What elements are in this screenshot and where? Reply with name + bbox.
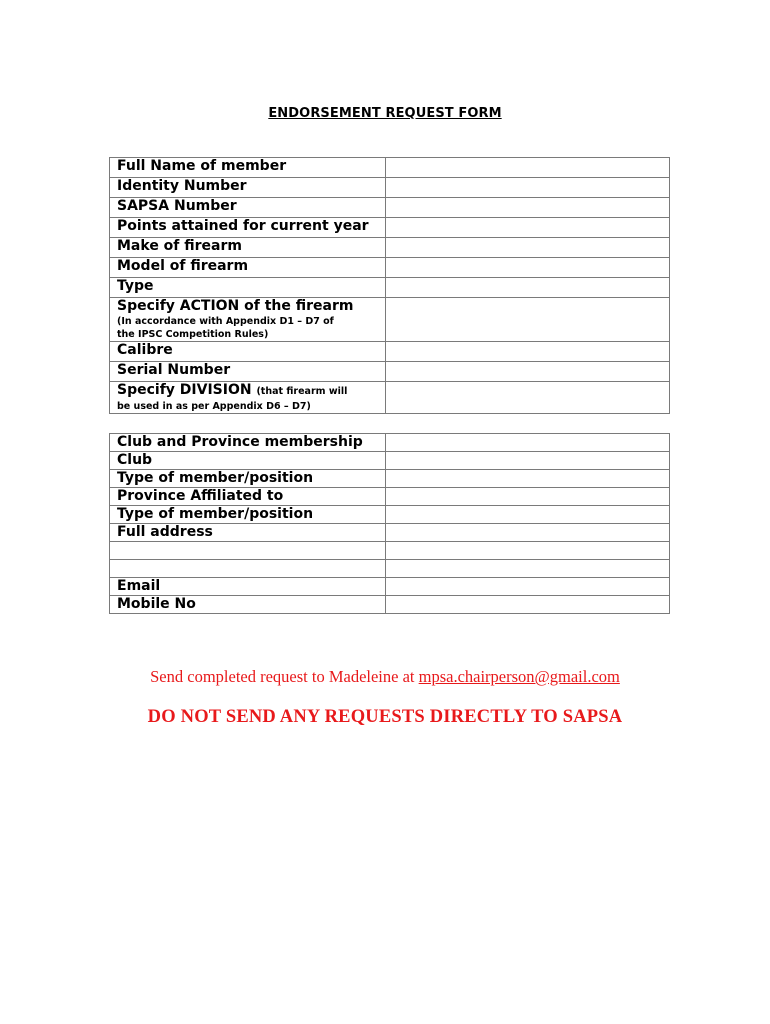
row-label: Identity Number (110, 178, 386, 198)
table-row (110, 470, 670, 488)
table-row (110, 596, 670, 614)
club-member-type-field[interactable] (386, 470, 670, 488)
address-line-1-field[interactable] (386, 524, 670, 542)
send-instruction (0, 667, 770, 687)
email-link[interactable]: mpsa.chairperson@gmail.com (418, 667, 620, 686)
mobile-field[interactable] (386, 596, 670, 614)
row-label: Province Affiliated to (110, 488, 386, 506)
table-row (110, 238, 670, 258)
club-field[interactable] (386, 452, 670, 470)
row-label: Type of member/position (110, 506, 386, 524)
email-field[interactable] (386, 578, 670, 596)
firearm-action-field[interactable] (386, 298, 670, 342)
form-title: ENDORSEMENT REQUEST FORM (268, 106, 502, 121)
table-row (110, 382, 670, 414)
row-label: Type (110, 278, 386, 298)
row-label: Type of member/position (110, 470, 386, 488)
table-row (110, 560, 670, 578)
row-label: Email (110, 578, 386, 596)
table-row (110, 542, 670, 560)
row-label: Points attained for current year (110, 218, 386, 238)
membership-field[interactable] (386, 434, 670, 452)
division-label-cell (110, 382, 386, 414)
firearm-model-field[interactable] (386, 258, 670, 278)
table-row (110, 488, 670, 506)
firearm-type-field[interactable] (386, 278, 670, 298)
action-label-cell (110, 298, 386, 342)
row-note: be used in as per Appendix D6 – D7) (117, 401, 311, 412)
table-row (110, 258, 670, 278)
row-note: (In accordance with Appendix D1 – D7 of (117, 316, 334, 327)
row-label: Serial Number (110, 362, 386, 382)
row-note: the IPSC Competition Rules) (117, 329, 269, 340)
table-row (110, 278, 670, 298)
table-row (110, 298, 670, 342)
row-label: SAPSA Number (110, 198, 386, 218)
table-row (110, 434, 670, 452)
table-row (110, 506, 670, 524)
table-row (110, 218, 670, 238)
table-row (110, 178, 670, 198)
table-row (110, 452, 670, 470)
row-note: (that firearm will (256, 386, 348, 397)
row-label: Make of firearm (110, 238, 386, 258)
row-label: Full Name of member (110, 158, 386, 178)
serial-number-field[interactable] (386, 362, 670, 382)
address-line-2-field[interactable] (386, 542, 670, 560)
row-label: Club and Province membership (110, 434, 386, 452)
row-label: Model of firearm (110, 258, 386, 278)
membership-table (109, 433, 670, 614)
table-row (110, 342, 670, 362)
sapsa-number-field[interactable] (386, 198, 670, 218)
table-row (110, 578, 670, 596)
firearm-make-field[interactable] (386, 238, 670, 258)
send-text: Send completed request to Madeleine at (150, 667, 415, 686)
address-line-3-field[interactable] (386, 560, 670, 578)
table-row (110, 158, 670, 178)
calibre-field[interactable] (386, 342, 670, 362)
row-label: Specify ACTION of the firearm (117, 298, 354, 314)
full-name-field[interactable] (386, 158, 670, 178)
row-label: Specify DIVISION (117, 382, 252, 398)
warning-text: DO NOT SEND ANY REQUESTS DIRECTLY TO SAPSA (147, 707, 623, 727)
firearm-details-table (109, 157, 670, 414)
table-row (110, 362, 670, 382)
identity-number-field[interactable] (386, 178, 670, 198)
table-row (110, 198, 670, 218)
row-label: Mobile No (110, 596, 386, 614)
blank-label-cell[interactable] (110, 542, 386, 560)
row-label: Full address (110, 524, 386, 542)
points-field[interactable] (386, 218, 670, 238)
province-member-type-field[interactable] (386, 506, 670, 524)
table-row (110, 524, 670, 542)
division-field[interactable] (386, 382, 670, 414)
row-label: Calibre (110, 342, 386, 362)
blank-label-cell[interactable] (110, 560, 386, 578)
row-label: Club (110, 452, 386, 470)
province-field[interactable] (386, 488, 670, 506)
